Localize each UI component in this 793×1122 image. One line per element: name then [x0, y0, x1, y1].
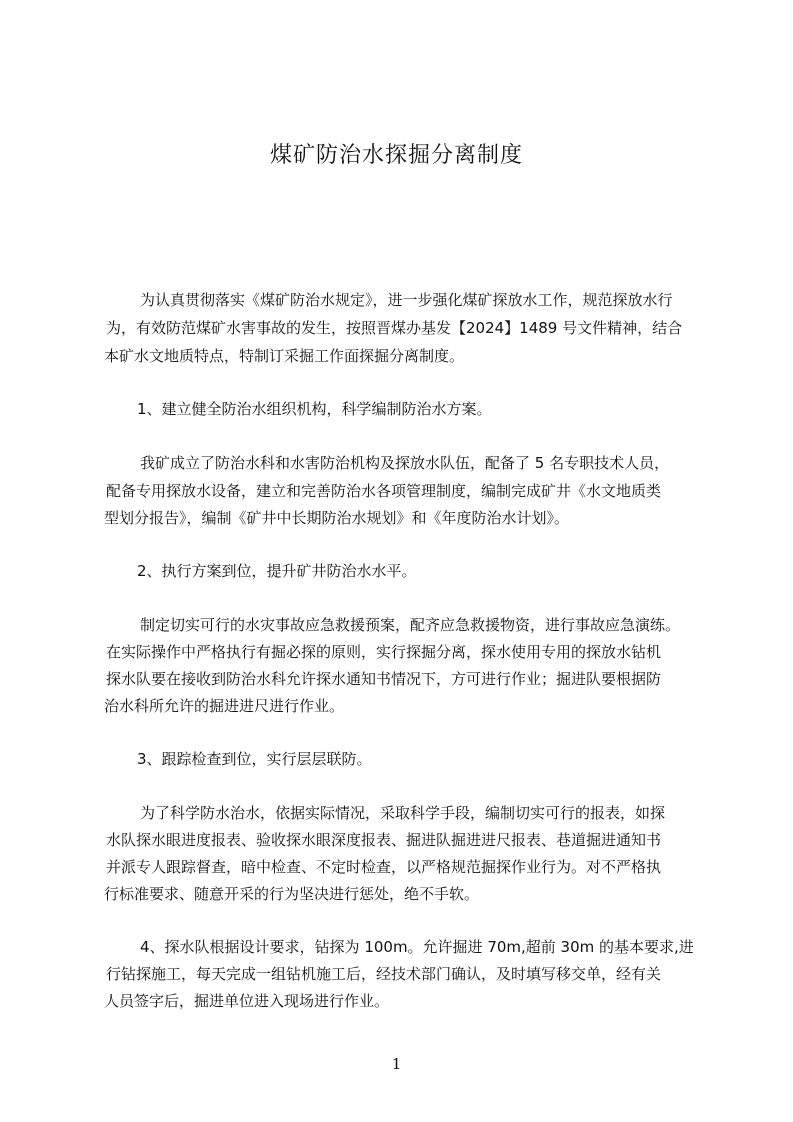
paragraph-1-line-2: 为，有效防范煤矿水害事故的发生，按照晋煤办基发【2024】1489 号文件精神，结合: [106, 319, 683, 337]
paragraph-5-line-2: 行钻探施工，每天完成一组钻机施工后，经技术部门确认，及时填写移交单，经有关: [106, 965, 662, 983]
section-heading-3: 3、跟踪检查到位，实行层层联防。: [137, 750, 372, 768]
section-heading-1: 1、建立健全防治水组织机构，科学编制防治水方案。: [137, 400, 492, 418]
paragraph-1-line-3: 本矿水文地质特点，特制订采掘工作面探掘分离制度。: [104, 347, 465, 365]
page-number: 1: [391, 1055, 402, 1073]
paragraph-3-line-2: 在实际操作中严格执行有掘必探的原则，实行探掘分离，探水使用专用的探放水钻机: [106, 643, 662, 661]
document-title: 煤矿防治水探掘分离制度: [269, 143, 523, 168]
paragraph-1-line-1: 为认真贯彻落实《煤矿防治水规定》，进一步强化煤矿探放水工作，规范探放水行: [140, 291, 673, 309]
paragraph-4-line-1: 为了科学防水治水，依据实际情况，采取科学手段，编制切实可行的报表，如探: [140, 804, 666, 822]
paragraph-4-line-2: 水队探水眼进度报表、验收探水眼深度报表、掘进队掘进进尺报表、巷道掘进通知书: [106, 831, 662, 849]
paragraph-2-line-3: 型划分报告》，编制《矿井中长期防治水规划》和《年度防治水计划》。: [104, 509, 570, 527]
paragraph-5-line-3: 人员签字后，掘进单位进入现场进行作业。: [104, 992, 390, 1010]
paragraph-5-line-1: 4、探水队根据设计要求，钻探为 100m。允许掘进 70m,超前 30m 的基本要求,进: [140, 938, 694, 956]
paragraph-4-line-3: 并派专人跟踪督查，暗中检查、不定时检查，以严格规范掘探作业行为。对不严格执: [106, 858, 662, 876]
paragraph-3-line-1: 制定切实可行的水灾事故应急救援预案，配齐应急救援物资，进行事故应急演练。: [140, 616, 681, 634]
paragraph-2-line-1: 我矿成立了防治水科和水害防治机构及探放水队伍，配备了 5 名专职技术人员，: [140, 454, 670, 472]
paragraph-3-line-4: 治水科所允许的掘进进尺进行作业。: [104, 697, 345, 715]
paragraph-3-line-3: 探水队要在接收到防治水科允许探水通知书情况下，方可进行作业；掘进队要根据防: [106, 670, 662, 688]
paragraph-4-line-4: 行标准要求、随意开采的行为坚决进行惩处，绝不手软。: [104, 885, 480, 903]
paragraph-2-line-2: 配备专用探放水设备，建立和完善防治水各项管理制度，编制完成矿井《水文地质类: [106, 482, 662, 500]
section-heading-2: 2、执行方案到位，提升矿井防治水水平。: [137, 562, 417, 580]
